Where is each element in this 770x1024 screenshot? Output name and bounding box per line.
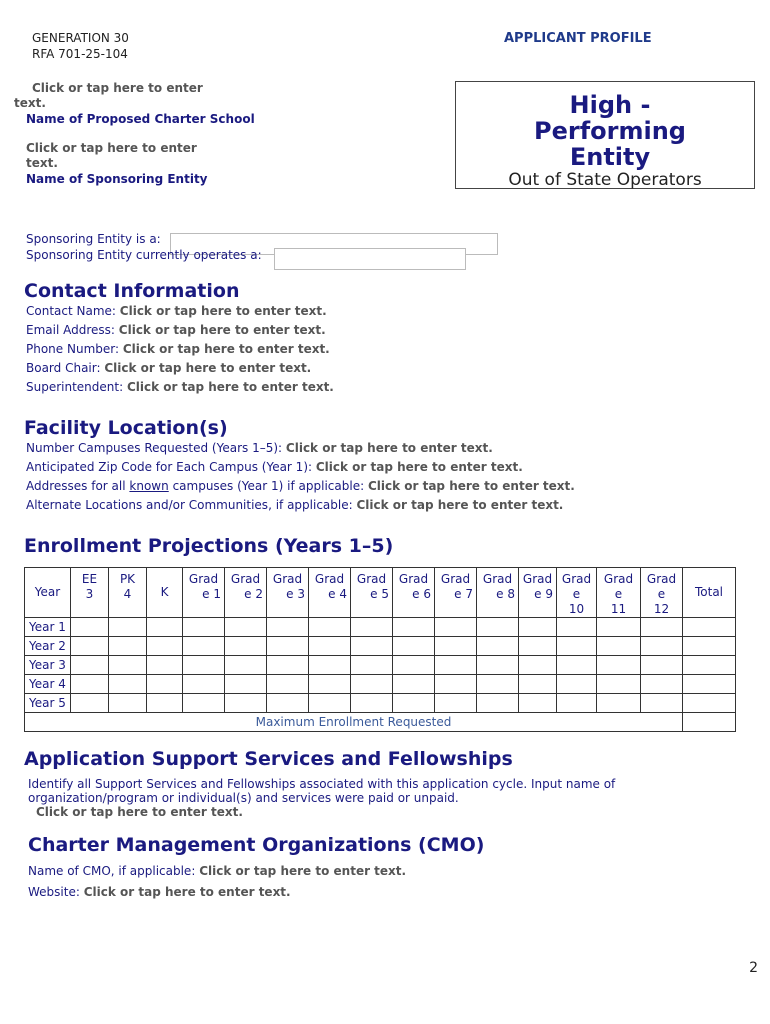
campuses-input[interactable]: Click or tap here to enter text. <box>285 441 493 455</box>
table-cell[interactable] <box>641 656 683 675</box>
superintendent-label: Superintendent: <box>26 380 124 394</box>
table-cell[interactable] <box>477 637 519 656</box>
table-row <box>25 618 736 637</box>
col-grade-2: Grad e 2 <box>225 568 267 618</box>
enrollment-heading: Enrollment Projections (Years 1–5) <box>24 535 394 557</box>
table-cell[interactable] <box>435 637 477 656</box>
addresses-input[interactable]: Click or tap here to enter text. <box>367 479 575 493</box>
campuses-row <box>26 439 575 458</box>
table-cell[interactable] <box>225 656 267 675</box>
table-cell[interactable] <box>183 694 225 713</box>
col-grade-3: Grad e 3 <box>267 568 309 618</box>
col-grade-7: Grad e 7 <box>435 568 477 618</box>
col-pk4: PK 4 <box>109 568 147 618</box>
table-cell[interactable] <box>683 694 736 713</box>
table-cell[interactable] <box>309 618 351 637</box>
table-cell[interactable] <box>557 694 597 713</box>
table-cell[interactable] <box>435 618 477 637</box>
contact-heading: Contact Information <box>24 280 240 302</box>
sponsoring-entity-operates-label: Sponsoring Entity currently operates a: <box>26 248 262 262</box>
table-cell[interactable] <box>597 675 641 694</box>
table-cell[interactable] <box>683 656 736 675</box>
addresses-label-post: campuses (Year 1) if applicable: <box>172 479 365 493</box>
superintendent-input[interactable]: Click or tap here to enter text. <box>126 380 334 394</box>
table-cell[interactable] <box>683 675 736 694</box>
table-cell[interactable] <box>519 656 557 675</box>
table-cell[interactable] <box>519 637 557 656</box>
row-label: Year 1 <box>25 618 71 637</box>
table-cell[interactable] <box>309 656 351 675</box>
zip-input[interactable]: Click or tap here to enter text. <box>315 460 523 474</box>
table-cell[interactable] <box>477 618 519 637</box>
addresses-row <box>26 477 575 496</box>
table-cell[interactable] <box>557 656 597 675</box>
support-heading: Application Support Services and Fellowships <box>24 748 513 770</box>
sponsor-name-input-line2[interactable]: text. <box>26 156 58 170</box>
col-grade-8: Grad e 8 <box>477 568 519 618</box>
table-cell[interactable] <box>71 656 109 675</box>
col-grade-1: Grad e 1 <box>183 568 225 618</box>
sponsor-name-block <box>26 141 286 187</box>
document-header <box>32 30 129 62</box>
table-row <box>25 694 736 713</box>
row-label: Year 2 <box>25 637 71 656</box>
table-cell[interactable] <box>557 618 597 637</box>
cmo-website-label: Website: <box>28 885 80 899</box>
table-cell[interactable] <box>393 618 435 637</box>
table-cell[interactable] <box>351 675 393 694</box>
table-cell[interactable] <box>109 618 147 637</box>
page-number: 2 <box>749 960 758 976</box>
superintendent-row <box>26 378 334 397</box>
contact-name-input[interactable]: Click or tap here to enter text. <box>119 304 327 318</box>
cmo-name-input[interactable]: Click or tap here to enter text. <box>199 864 407 878</box>
campuses-label: Number Campuses Requested (Years 1–5): <box>26 441 283 455</box>
addresses-label-pre: Addresses for all <box>26 479 126 493</box>
table-cell[interactable] <box>225 618 267 637</box>
phone-input[interactable]: Click or tap here to enter text. <box>122 342 330 356</box>
table-cell[interactable] <box>351 618 393 637</box>
table-cell[interactable] <box>225 637 267 656</box>
table-cell[interactable] <box>267 675 309 694</box>
cmo-heading: Charter Management Organizations (CMO) <box>28 834 485 856</box>
table-cell[interactable] <box>597 637 641 656</box>
table-cell[interactable] <box>477 675 519 694</box>
board-chair-input[interactable]: Click or tap here to enter text. <box>104 361 312 375</box>
support-description-line2: organization/program or individual(s) and services were paid or unpaid. <box>28 791 459 805</box>
table-cell[interactable] <box>597 618 641 637</box>
enrollment-table <box>24 567 736 732</box>
table-cell[interactable] <box>183 656 225 675</box>
table-cell[interactable] <box>683 618 736 637</box>
entity-type-box <box>455 81 755 189</box>
table-cell[interactable] <box>309 675 351 694</box>
row-label: Year 4 <box>25 675 71 694</box>
row-label: Year 5 <box>25 694 71 713</box>
email-label: Email Address: <box>26 323 115 337</box>
table-cell[interactable] <box>519 694 557 713</box>
table-cell[interactable] <box>519 618 557 637</box>
zip-row <box>26 458 575 477</box>
title-line-1: High - <box>569 91 651 119</box>
title-line-2: Performing <box>534 117 686 145</box>
generation-label: GENERATION 30 <box>32 31 129 45</box>
table-cell[interactable] <box>147 656 183 675</box>
cmo-website-input[interactable]: Click or tap here to enter text. <box>83 885 291 899</box>
col-year: Year <box>25 568 71 618</box>
table-row <box>25 656 736 675</box>
phone-label: Phone Number: <box>26 342 120 356</box>
table-row <box>25 637 736 656</box>
col-grade-10: Grad e 10 <box>557 568 597 618</box>
enrollment-header-row <box>25 568 736 618</box>
rfa-number: RFA 701-25-104 <box>32 47 128 61</box>
email-row <box>26 321 334 340</box>
facility-section <box>26 439 575 515</box>
school-name-input-line1[interactable]: Click or tap here to enter <box>32 81 203 95</box>
title-line-3: Entity <box>569 143 651 171</box>
table-cell[interactable] <box>267 637 309 656</box>
table-cell[interactable] <box>393 656 435 675</box>
max-enrollment-label: Maximum Enrollment Requested <box>25 713 683 732</box>
table-cell[interactable] <box>641 637 683 656</box>
contact-name-label: Contact Name: <box>26 304 116 318</box>
table-cell[interactable] <box>309 694 351 713</box>
board-chair-label: Board Chair: <box>26 361 101 375</box>
table-cell[interactable] <box>267 656 309 675</box>
sponsor-name-label: Name of Sponsoring Entity <box>26 172 208 186</box>
table-cell[interactable] <box>147 618 183 637</box>
applicant-profile-label: APPLICANT PROFILE <box>504 31 652 46</box>
alternate-row <box>26 496 575 515</box>
table-cell[interactable] <box>393 694 435 713</box>
max-enrollment-row <box>25 713 736 732</box>
table-cell[interactable] <box>351 637 393 656</box>
email-input[interactable]: Click or tap here to enter text. <box>118 323 326 337</box>
table-cell[interactable] <box>225 694 267 713</box>
alternate-label: Alternate Locations and/or Communities, if applicable: <box>26 498 353 512</box>
table-cell[interactable] <box>519 675 557 694</box>
sponsoring-entity-operates-field[interactable] <box>274 248 466 270</box>
school-name-input-line2[interactable]: text. <box>14 96 46 110</box>
entity-type-title <box>456 82 754 170</box>
table-cell[interactable] <box>267 694 309 713</box>
table-cell[interactable] <box>71 618 109 637</box>
table-cell[interactable] <box>597 656 641 675</box>
col-ee3: EE 3 <box>71 568 109 618</box>
table-cell[interactable] <box>597 694 641 713</box>
table-cell[interactable] <box>71 637 109 656</box>
entity-type-subtitle: Out of State Operators <box>508 170 702 190</box>
table-cell[interactable] <box>225 675 267 694</box>
table-cell[interactable] <box>109 637 147 656</box>
contact-name-row <box>26 302 334 321</box>
table-cell[interactable] <box>435 675 477 694</box>
table-cell[interactable] <box>71 694 109 713</box>
table-cell[interactable] <box>183 637 225 656</box>
col-grade-11: Grad e 11 <box>597 568 641 618</box>
max-enrollment-total-cell[interactable] <box>683 713 736 732</box>
col-k: K <box>147 568 183 618</box>
table-cell[interactable] <box>71 675 109 694</box>
table-cell[interactable] <box>393 637 435 656</box>
col-grade-6: Grad e 6 <box>393 568 435 618</box>
col-grade-5: Grad e 5 <box>351 568 393 618</box>
table-cell[interactable] <box>183 675 225 694</box>
cmo-website-row <box>28 882 406 903</box>
school-name-block <box>14 81 274 127</box>
facility-heading: Facility Location(s) <box>24 417 228 439</box>
table-row <box>25 675 736 694</box>
col-total: Total <box>683 568 736 618</box>
phone-row <box>26 340 334 359</box>
table-cell[interactable] <box>393 675 435 694</box>
table-cell[interactable] <box>267 618 309 637</box>
board-chair-row <box>26 359 334 378</box>
support-description-line1: Identify all Support Services and Fellowships associated with this application cycle. Input name of <box>28 777 616 791</box>
row-label: Year 3 <box>25 656 71 675</box>
table-cell[interactable] <box>683 637 736 656</box>
school-name-label: Name of Proposed Charter School <box>26 112 255 126</box>
table-cell[interactable] <box>309 637 351 656</box>
table-cell[interactable] <box>641 694 683 713</box>
table-cell[interactable] <box>477 656 519 675</box>
cmo-name-row <box>28 861 406 882</box>
support-input[interactable]: Click or tap here to enter text. <box>36 805 243 819</box>
sponsor-name-input-line1[interactable]: Click or tap here to enter <box>26 141 197 155</box>
cmo-name-label: Name of CMO, if applicable: <box>28 864 196 878</box>
table-cell[interactable] <box>147 637 183 656</box>
zip-label: Anticipated Zip Code for Each Campus (Year 1): <box>26 460 313 474</box>
addresses-label-known: known <box>129 479 169 493</box>
table-cell[interactable] <box>183 618 225 637</box>
sponsoring-entity-type-label: Sponsoring Entity is a: <box>26 232 161 246</box>
table-cell[interactable] <box>351 694 393 713</box>
table-cell[interactable] <box>477 694 519 713</box>
table-cell[interactable] <box>147 675 183 694</box>
contact-section <box>26 302 334 397</box>
table-cell[interactable] <box>109 675 147 694</box>
table-cell[interactable] <box>557 637 597 656</box>
table-cell[interactable] <box>435 694 477 713</box>
col-grade-4: Grad e 4 <box>309 568 351 618</box>
table-cell[interactable] <box>641 618 683 637</box>
support-description <box>28 777 615 819</box>
alternate-input[interactable]: Click or tap here to enter text. <box>356 498 564 512</box>
table-cell[interactable] <box>147 694 183 713</box>
table-cell[interactable] <box>557 675 597 694</box>
cmo-section <box>28 861 406 903</box>
table-cell[interactable] <box>641 675 683 694</box>
table-cell[interactable] <box>109 656 147 675</box>
col-grade-12: Grad e 12 <box>641 568 683 618</box>
table-cell[interactable] <box>351 656 393 675</box>
table-cell[interactable] <box>435 656 477 675</box>
col-grade-9: Grad e 9 <box>519 568 557 618</box>
table-cell[interactable] <box>109 694 147 713</box>
